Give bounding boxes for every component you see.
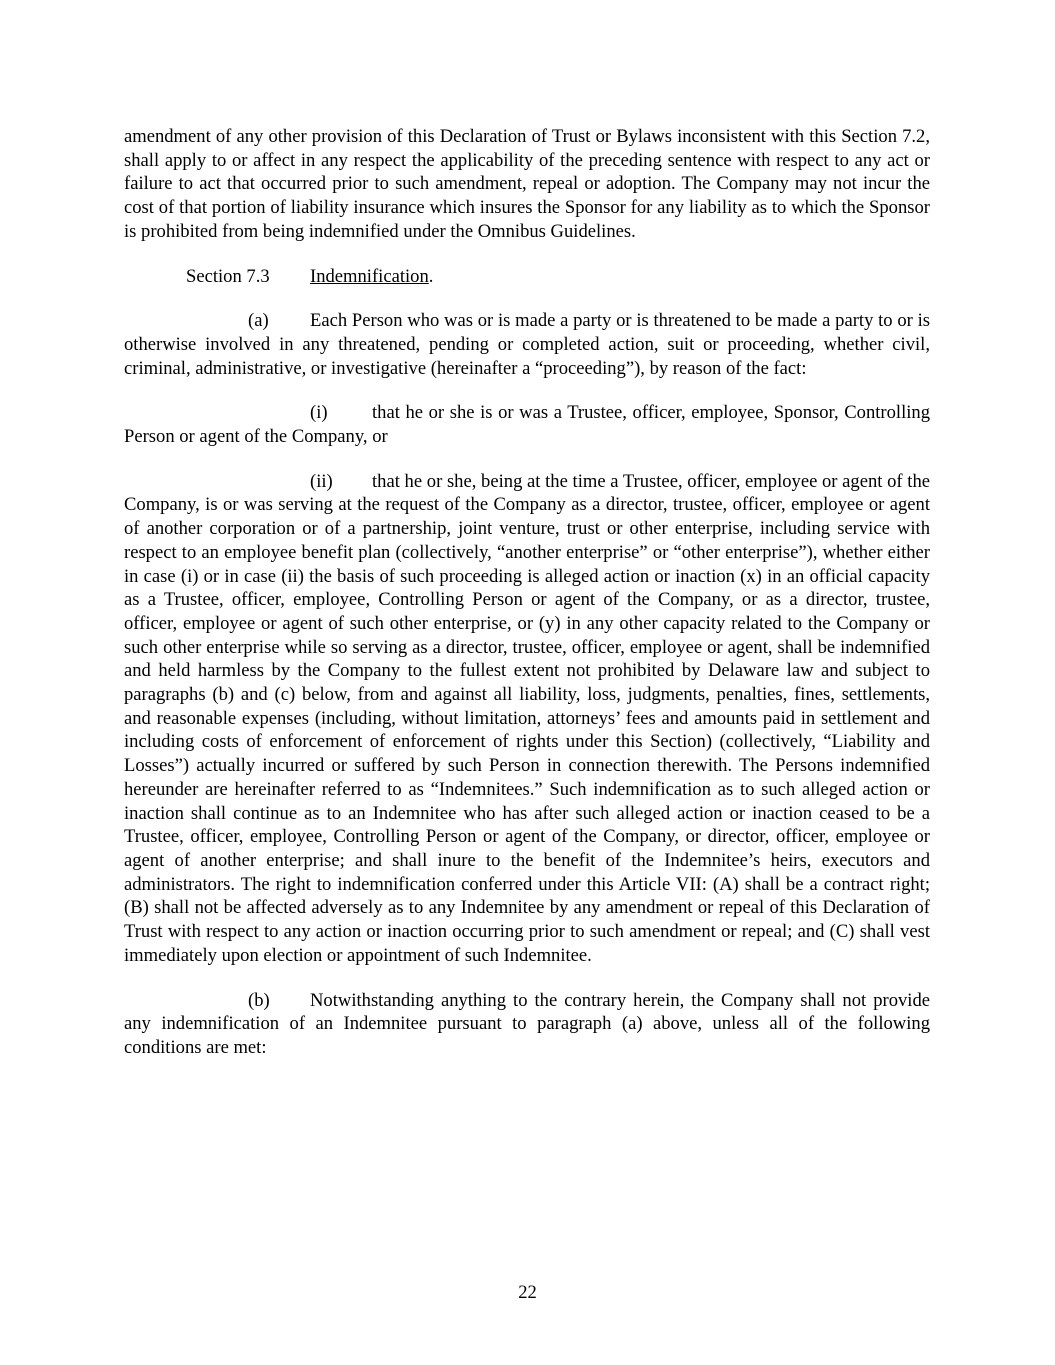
paragraph-i-label: (i) — [310, 402, 328, 424]
paragraph-ii — [124, 470, 930, 968]
paragraph-ii-label: (ii) — [310, 470, 333, 492]
paragraph-i-text: that he or she is or was a Trustee, officer, employee, Sponsor, Controlling Person or agent of the Company, or — [124, 402, 930, 448]
paragraph-i — [124, 401, 930, 448]
section-heading — [124, 265, 930, 289]
document-page — [124, 125, 930, 1081]
section-title-period: . — [428, 265, 434, 287]
paragraph-a-label: (a) — [248, 310, 269, 332]
section-number: Section 7.3 — [186, 265, 270, 287]
paragraph-a — [124, 309, 930, 380]
paragraph-b — [124, 989, 930, 1060]
paragraph-b-text: Notwithstanding anything to the contrary herein, the Company shall not provide any indemnification of an Indemnitee pursuant to paragraph (a) above, unless all of the following conditions are met: — [124, 989, 930, 1058]
paragraph-b-label: (b) — [248, 989, 270, 1011]
paragraph-ii-text: that he or she, being at the time a Trustee, officer, employee or agent of the Company, is or was serving at the request of the Company as a director, trustee, officer, employee or agent of another corporation or of a partnership, joint venture, trust or other enterprise, including service with respect to an employee benefit plan (collectively, “another enterprise” or “other enterprise”), whether either in case (i) or in case (ii) the basis of such proceeding is alleged action or inaction (x) in an official capacity as a Trustee, officer, employee, Controlling Person or agent of the Company, or as a director, trustee, officer, employee or agent of such other enterprise, or (y) in any other capacity related to the Company or such other enterprise while so serving as a director, trustee, officer, employee or agent, shall be indemnified and held harmless by the Company to the fullest extent not prohibited by Delaware law and subject to paragraphs (b) and (c) below, from and against all liability, loss, judgments, penalties, fines, settlements, and reasonable expenses (including, without limitation, attorneys’ fees and amounts paid in settlement and including costs of enforcement of enforcement of rights under this Section) (collectively, “Liability and Losses”) actually incurred or suffered by such Person in connection therewith. The Persons indemnified hereunder are hereinafter referred to as “Indemnitees.” Such indemnification as to such alleged action or inaction shall continue as to an Indemnitee who has after such alleged action or inaction ceased to be a Trustee, officer, employee, Controlling Person or agent of the Company, or director, officer, employee or agent of another enterprise; and shall inure to the benefit of the Indemnitee’s heirs, executors and administrators. The right to indemnification conferred under this Article VII: (A) shall be a contract right; (B) shall not be affected adversely as to any Indemnitee by any amendment or repeal of this Declaration of Trust with respect to any action or inaction occurring prior to such amendment or repeal; and (C) shall vest immediately upon election or appointment of such Indemnitee. — [124, 470, 930, 966]
page-number: 22 — [518, 1282, 537, 1303]
paragraph-a-text: Each Person who was or is made a party or is threatened to be made a party to or is otherwise involved in any threatened, pending or completed action, suit or proceeding, whether civil, criminal, administrative, or investigative (hereinafter a “proceeding”), by reason of the fact: — [124, 310, 930, 379]
intro-paragraph: amendment of any other provision of this Declaration of Trust or Bylaws inconsistent with this Section 7.2, shall apply to or affect in any respect the applicability of the preceding sentence with respect to any act or failure to act that occurred prior to such amendment, repeal or adoption. The Company may not incur the cost of that portion of liability insurance which insures the Sponsor for any liability as to which the Sponsor is prohibited from being indemnified under the Omnibus Guidelines. — [124, 126, 930, 242]
section-title: Indemnification — [310, 265, 429, 287]
